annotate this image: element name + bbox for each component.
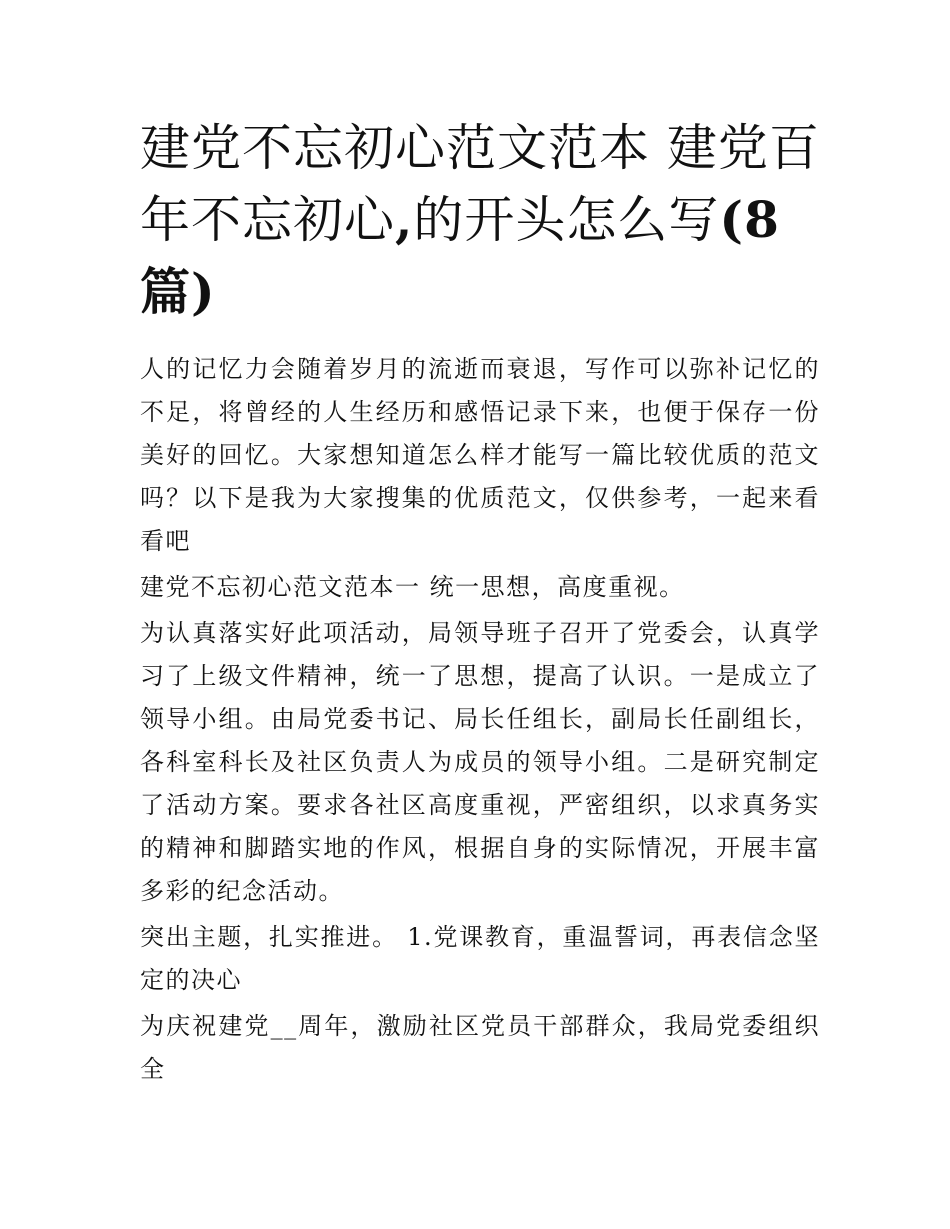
body-paragraph: 为认真落实好此项活动，局领导班子召开了党委会，认真学习了上级文件精神，统一了思想，提高了认识。一是成立了领导小组。由局党委书记、局长任组长，副局长任副组长，各科室科长及社区负责人为成员的领导小组。二是研究制定了活动方案。要求各社区高度重视，严密组织，以求真务实的精神和脚踏实地的作风，根据自身的实际情况，开展丰富多彩的纪念活动。	[140, 619, 820, 905]
intro-paragraph: 人的记忆力会随着岁月的流逝而衰退，写作可以弥补记忆的不足，将曾经的人生经历和感悟记录下来，也便于保存一份美好的回忆。大家想知道怎么样才能写一篇比较优质的范文吗？以下是我为大家搜集的优质范文，仅供参考，一起来看看吧	[140, 355, 820, 555]
title-count-open: (8	[719, 190, 780, 249]
section-heading-paragraph: 建党不忘初心范文范本一 统一思想，高度重视。	[140, 573, 685, 601]
document-title	[140, 112, 820, 328]
title-text: 建党不忘初心范文范本 建党百年不忘初心	[140, 119, 820, 249]
subsection-paragraph: 突出主题，扎实推进。 1.党课教育，重温誓词，再表信念坚定的决心	[140, 923, 820, 994]
title-count-close: 篇)	[140, 262, 216, 321]
document-content	[140, 112, 820, 1091]
title-comma: ,	[395, 190, 414, 249]
title-text-continued: 的开头怎么写	[413, 191, 720, 249]
truncated-paragraph: 为庆祝建党__周年，激励社区党员干部群众，我局党委组织全	[140, 1012, 820, 1083]
